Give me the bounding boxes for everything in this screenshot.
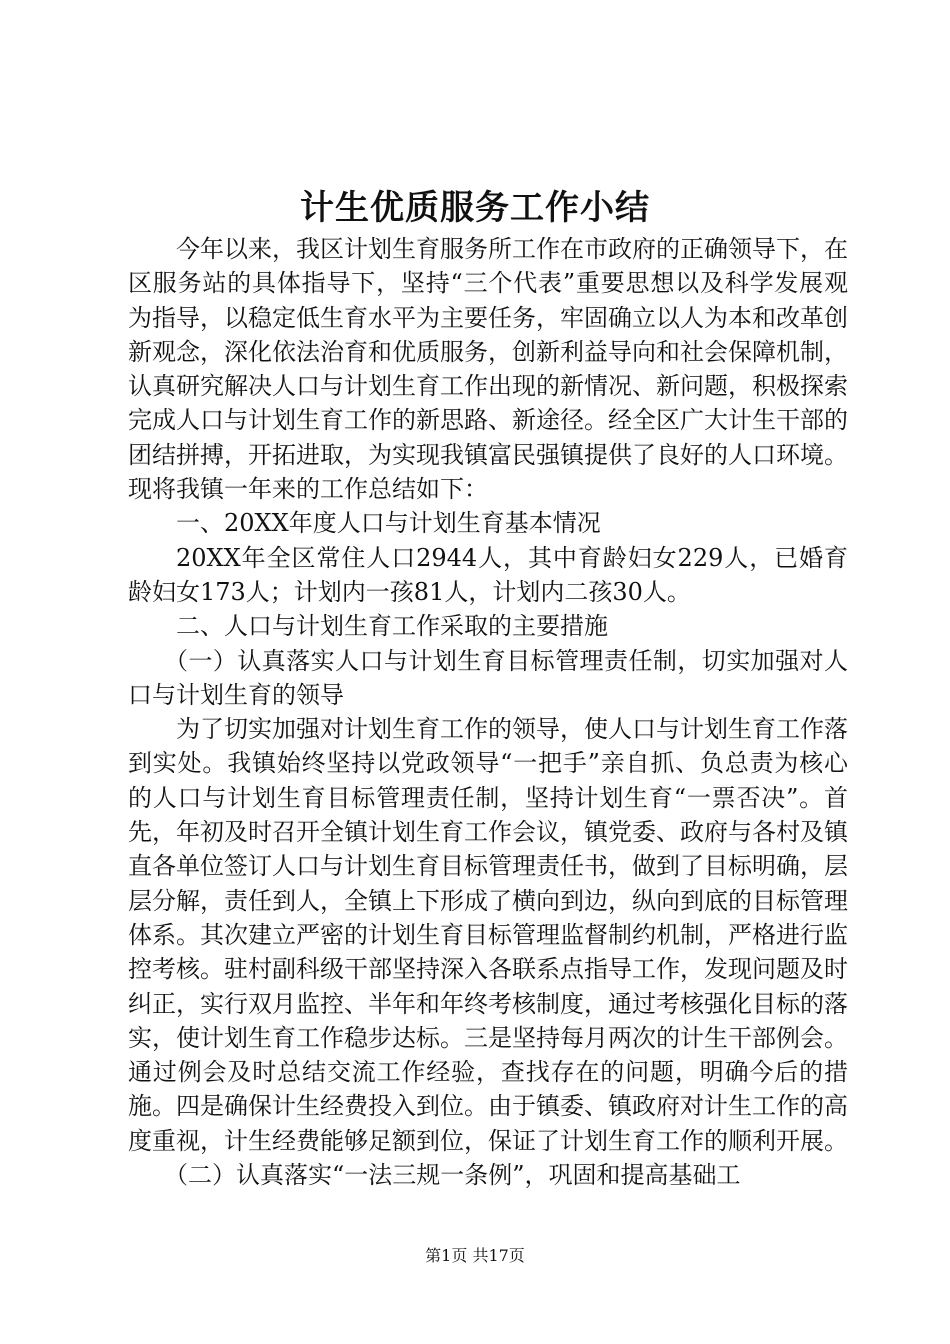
measures-paragraph: 为了切实加强对计划生育工作的领导，使人口与计划生育工作落到实处。我镇始终坚持以党政领导“一把手”亲自抓、负总责为核心的人口与计划生育目标管理责任制，坚持计划生育“一票否决”。首先，年初及时召开全镇计划生育工作会议，镇党委、政府与各村及镇直各单位签订人口与计划生育目标管理责任书，做到了目标明确，层层分解，责任到人，全镇上下形成了横向到边，纵向到底的目标管理体系。其次建立严密的计划生育目标管理监督制约机制，严格进行监控考核。驻村副科级干部坚持深入各联系点指导工作，发现问题及时纠正，实行双月监控、半年和年终考核制度，通过考核强化目标的落实，使计划生育工作稳步达标。三是坚持每月两次的计生干部例会。通过例会及时总结交流工作经验，查找存在的问题，明确今后的措施。四是确保计生经费投入到位。由于镇委、镇政府对计生工作的高度重视，计生经费能够足额到位，保证了计划生育工作的顺利开展。 bbox=[128, 715, 848, 1155]
population-paragraph: 20XX年全区常住人口2944人，其中育龄妇女229人，已婚育龄妇女173人；计划内一孩81人，计划内二孩30人。 bbox=[128, 543, 848, 606]
page-footer: 第1页 共17页 bbox=[425, 1246, 525, 1265]
document-title: 计生优质服务工作小结 bbox=[300, 188, 650, 228]
document-body bbox=[128, 232, 848, 1192]
intro-paragraph: 今年以来，我区计划生育服务所工作在市政府的正确领导下，在区服务站的具体指导下，坚持“三个代表”重要思想以及科学发展观为指导，以稳定低生育水平为主要任务，牢固确立以人为本和改革创新观念，深化依法治育和优质服务，创新利益导向和社会保障机制，认真研究解决人口与计划生育工作出现的新情况、新问题，积极探索完成人口与计划生育工作的新思路、新途径。经全区广大计生干部的团结拼搏，开拓进取，为实现我镇富民强镇提供了良好的人口环境。现将我镇一年来的工作总结如下： bbox=[128, 235, 848, 504]
section-heading-1: 一、20XX年度人口与计划生育基本情况 bbox=[176, 509, 601, 538]
subsection-heading-1: （一）认真落实人口与计划生育目标管理责任制，切实加强对人口与计划生育的领导 bbox=[128, 646, 848, 709]
subsection-heading-2: （二）认真落实“一法三规一条例”，巩固和提高基础工 bbox=[164, 1161, 741, 1190]
section-heading-2: 二、人口与计划生育工作采取的主要措施 bbox=[176, 612, 608, 641]
